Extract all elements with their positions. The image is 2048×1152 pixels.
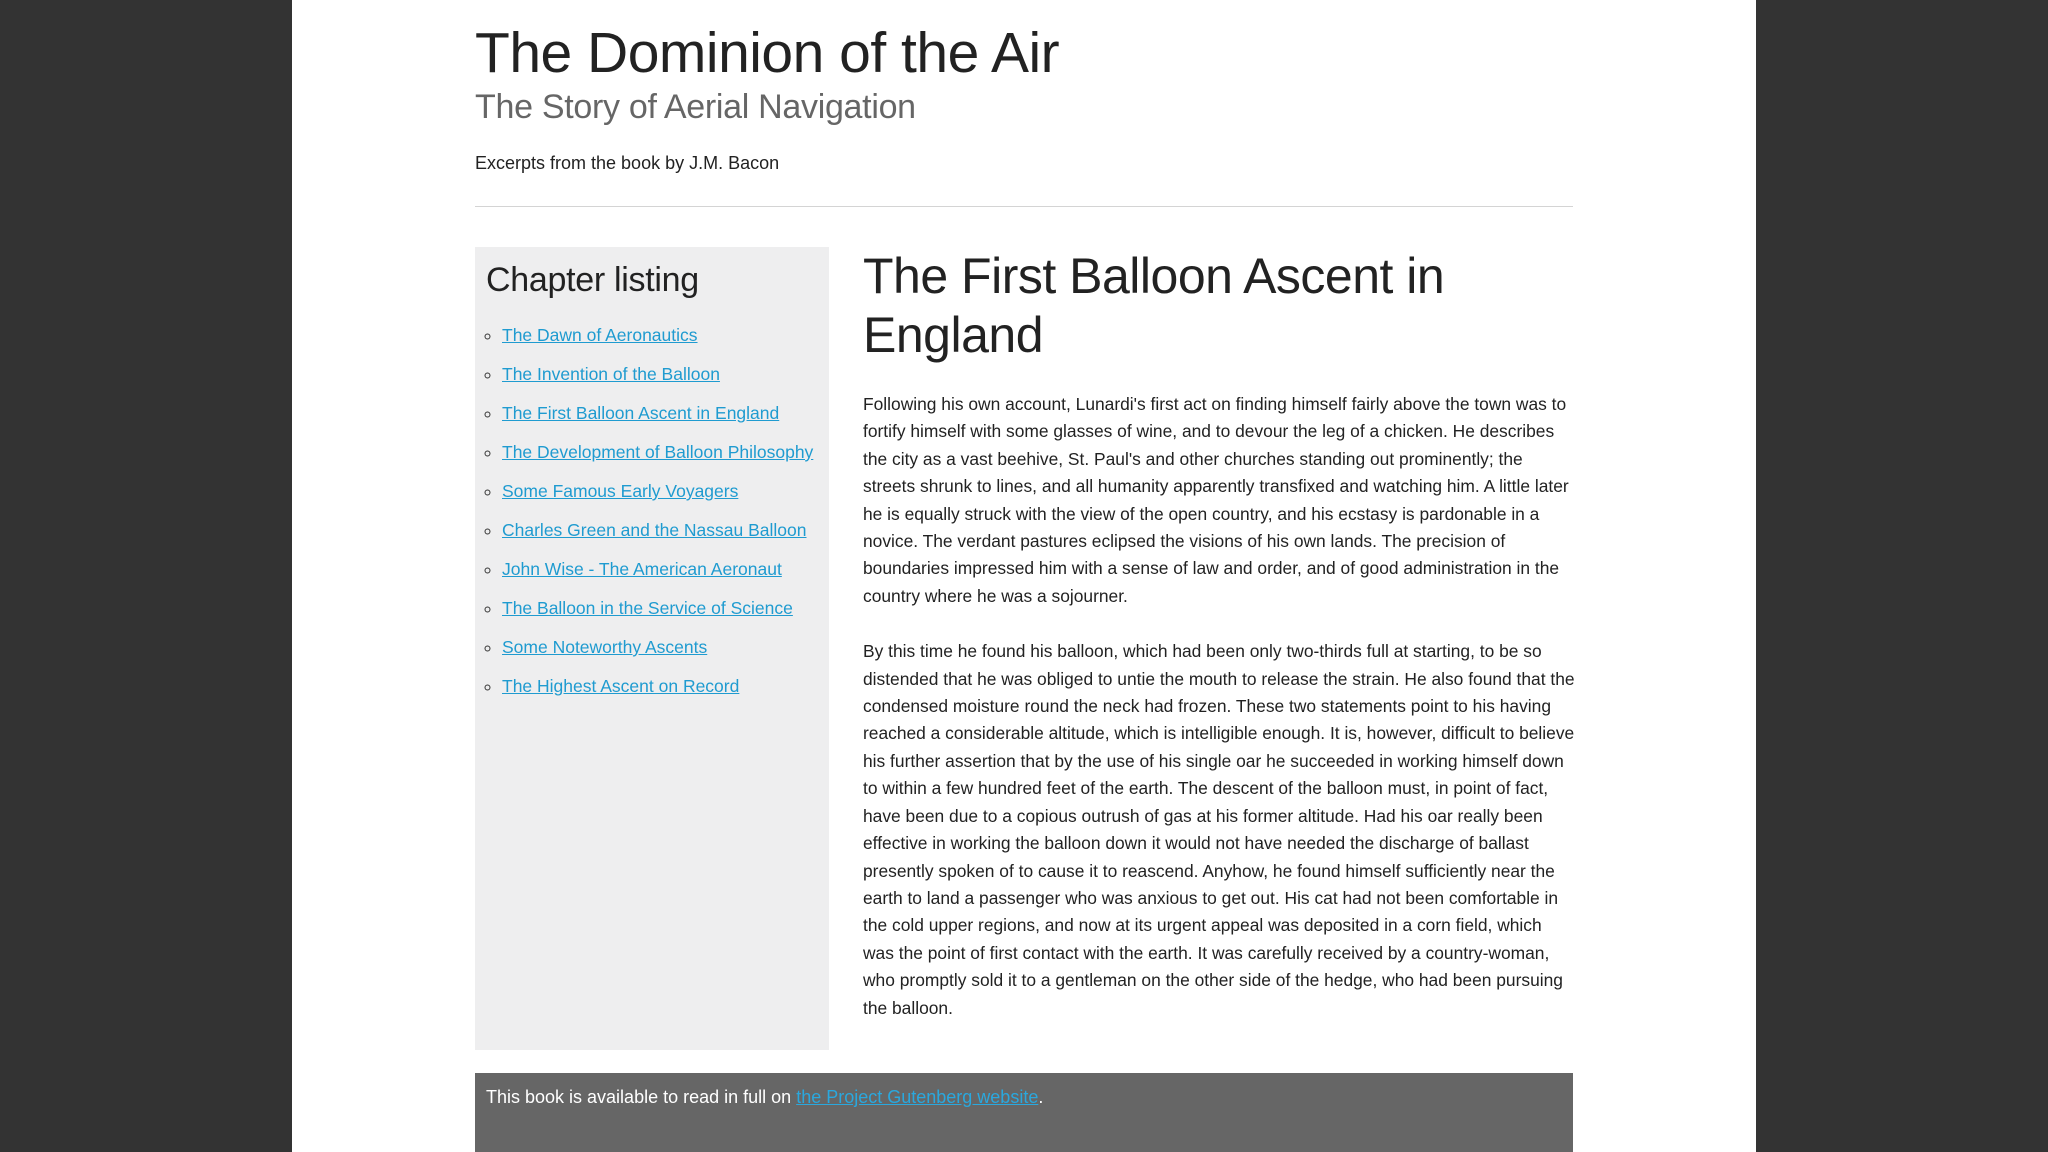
article-paragraph-1: Following his own account, Lunardi's first act on finding himself fairly above the town was to fortify himself with some glasses of wine, and to devour the leg of a chicken. He describes the city as a vast beehive, St. Paul's and other churches standing out prominently; the streets shrunk to lines, and all humanity apparently transfixed and watching him. A little later he is equally struck with the view of the open country, and his ecstasy is pardonable in a novice. The verdant pastures eclipsed the visions of his own lands. The precision of boundaries impressed him with a sense of law and order, and of good administration in the country where he was a sojourner.: [863, 394, 1569, 606]
chapter-link-dawn-of-aeronautics[interactable]: The Dawn of Aeronautics: [502, 325, 698, 345]
site-subtitle: The Story of Aerial Navigation: [475, 88, 916, 126]
chapter-link-john-wise[interactable]: John Wise - The American Aeronaut: [502, 559, 782, 579]
site-header: [475, 0, 1573, 207]
chapter-list-item: [502, 589, 818, 628]
chapter-link-service-of-science[interactable]: The Balloon in the Service of Science: [502, 598, 793, 618]
site-byline: Excerpts from the book by J.M. Bacon: [475, 153, 780, 173]
site-footer: [475, 1073, 1573, 1152]
article-title: The First Balloon Ascent in England: [863, 248, 1445, 363]
chapter-link-early-voyagers[interactable]: Some Famous Early Voyagers: [502, 481, 739, 501]
chapter-list: [486, 316, 818, 706]
chapter-link-highest-ascent[interactable]: The Highest Ascent on Record: [502, 676, 740, 696]
page-container: [475, 0, 1575, 1107]
chapter-link-charles-green[interactable]: Charles Green and the Nassau Balloon: [502, 520, 807, 540]
chapter-list-item: [502, 355, 818, 394]
chapter-list-item: [502, 316, 818, 355]
chapter-list-item: [502, 667, 818, 706]
chapter-list-item: [502, 433, 818, 472]
chapter-list-item: [502, 550, 818, 589]
article: [863, 247, 1575, 1050]
chapter-sidebar: [475, 247, 829, 1050]
chapter-listing-heading: Chapter listing: [486, 261, 699, 299]
article-paragraph-2: By this time he found his balloon, which had been only two-thirds full at starting, to be so distended that he was obliged to untie the mouth to release the strain. He also found that the condensed moisture round the neck had frozen. These two statements point to his having reached a considerable altitude, which is intelligible enough. It is, however, difficult to believe his further assertion that by the use of his single oar he succeeded in working himself down to within a few hundred feet of the earth. The descent of the balloon must, in point of fact, have been due to a copious outrush of gas at his former altitude. Had his oar really been effective in working the balloon down it would not have needed the discharge of ballast presently spoken of to cause it to reascend. Anyhow, he found himself sufficiently near the earth to land a passenger who was anxious to get out. His cat had not been comfortable in the cold upper regions, and now at its urgent appeal was deposited in a corn field, which was the point of first contact with the earth. It was carefully received by a country-woman, who promptly sold it to a gentleman on the other side of the hedge, who had been pursuing the balloon.: [863, 641, 1575, 1018]
footer-text-end: .: [1038, 1087, 1044, 1107]
chapter-link-noteworthy-ascents[interactable]: Some Noteworthy Ascents: [502, 637, 708, 657]
chapter-link-balloon-philosophy[interactable]: The Development of Balloon Philosophy: [502, 442, 814, 462]
chapter-list-item: [502, 511, 818, 550]
project-gutenberg-link[interactable]: the Project Gutenberg website: [796, 1087, 1039, 1107]
footer-text: This book is available to read in full on: [486, 1087, 797, 1107]
chapter-list-item: [502, 628, 818, 667]
site-title: The Dominion of the Air: [475, 21, 1060, 85]
page: [292, 0, 1756, 1152]
chapter-list-item: [502, 472, 818, 511]
chapter-list-item: [502, 394, 818, 433]
chapter-link-first-balloon-ascent[interactable]: The First Balloon Ascent in England: [502, 403, 780, 423]
chapter-link-invention-of-balloon[interactable]: The Invention of the Balloon: [502, 364, 720, 384]
